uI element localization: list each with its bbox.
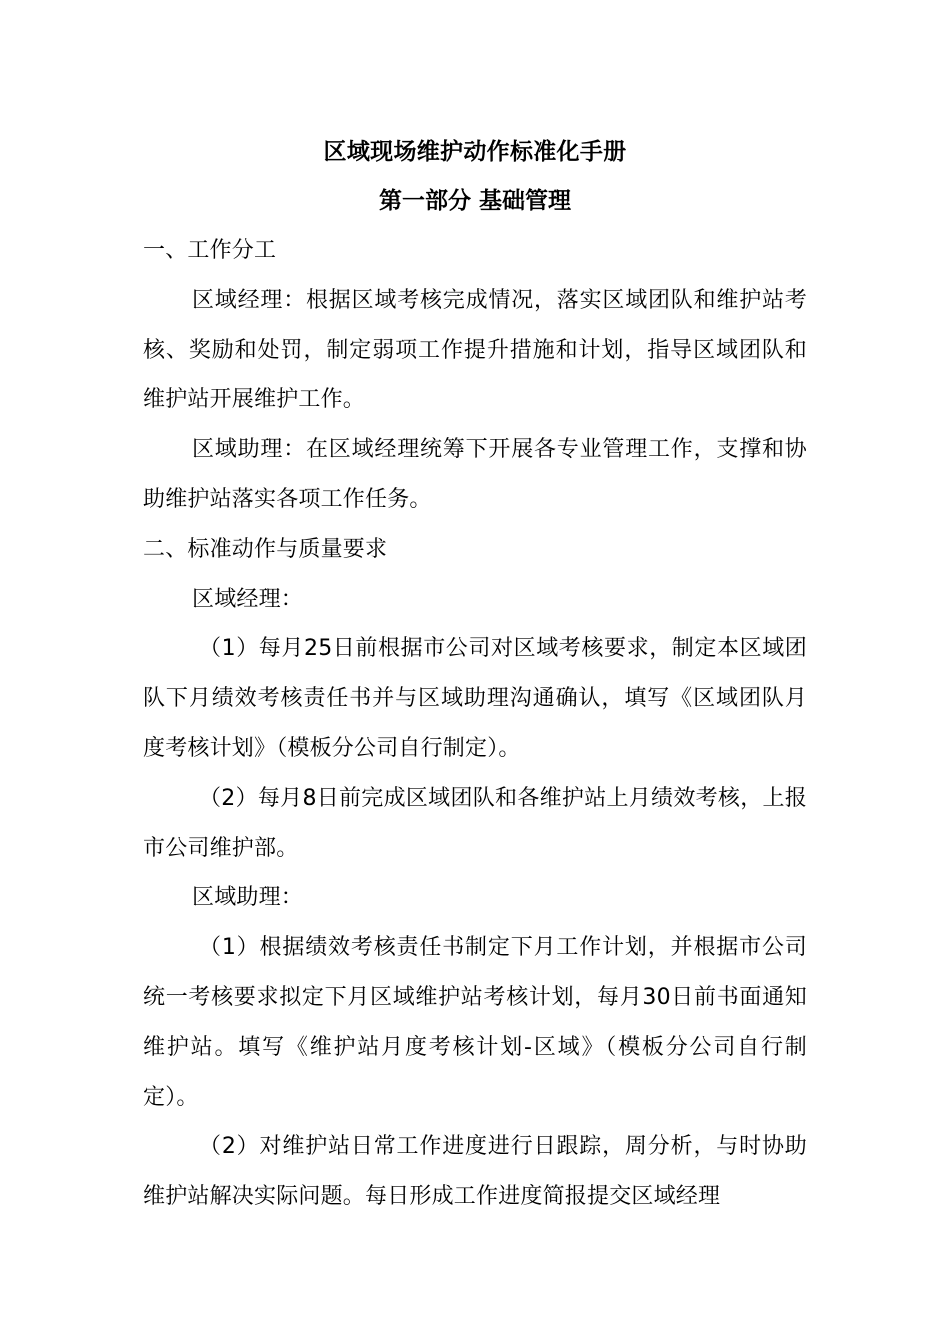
manager-label: 区域经理： bbox=[192, 586, 304, 612]
paragraph-region-manager-duty: 区域经理：根据区域考核完成情况，落实区域团队和维护站考核、奖励和处罚，制定弱项工作提升措施和计划，指导区域团队和维护站开展维护工作。 bbox=[143, 287, 807, 413]
assistant-item-2: （2）对维护站日常工作进度进行日跟踪，周分析，与时协助维护站解决实际问题。每日形成工作进度简报提交区域经理 bbox=[143, 1134, 807, 1210]
manager-item-2: （2）每月8日前完成区域团队和各维护站上月绩效考核，上报市公司维护部。 bbox=[143, 785, 807, 861]
assistant-item-1: （1）根据绩效考核责任书制定下月工作计划，并根据市公司统一考核要求拟定下月区域维护站考核计划，每月30日前书面通知维护站。填写《维护站月度考核计划-区域》（模板分公司自行制定）。 bbox=[143, 935, 807, 1110]
section-heading-division: 一、工作分工 bbox=[143, 238, 277, 263]
manager-item-1: （1）每月25日前根据市公司对区域考核要求，制定本区域团队下月绩效考核责任书并与区域助理沟通确认，填写《区域团队月度考核计划》（模板分公司自行制定）。 bbox=[143, 636, 807, 761]
section-heading-standard-actions: 二、标准动作与质量要求 bbox=[143, 536, 388, 562]
document-body bbox=[143, 128, 807, 1222]
document-title: 区域现场维护动作标准化手册 bbox=[323, 139, 627, 165]
assistant-label: 区域助理： bbox=[192, 885, 304, 911]
part-title: 第一部分 基础管理 bbox=[378, 188, 571, 214]
paragraph-region-assistant-duty: 区域助理：在区域经理统筹下开展各专业管理工作，支撑和协助维护站落实各项工作任务。 bbox=[143, 437, 807, 512]
